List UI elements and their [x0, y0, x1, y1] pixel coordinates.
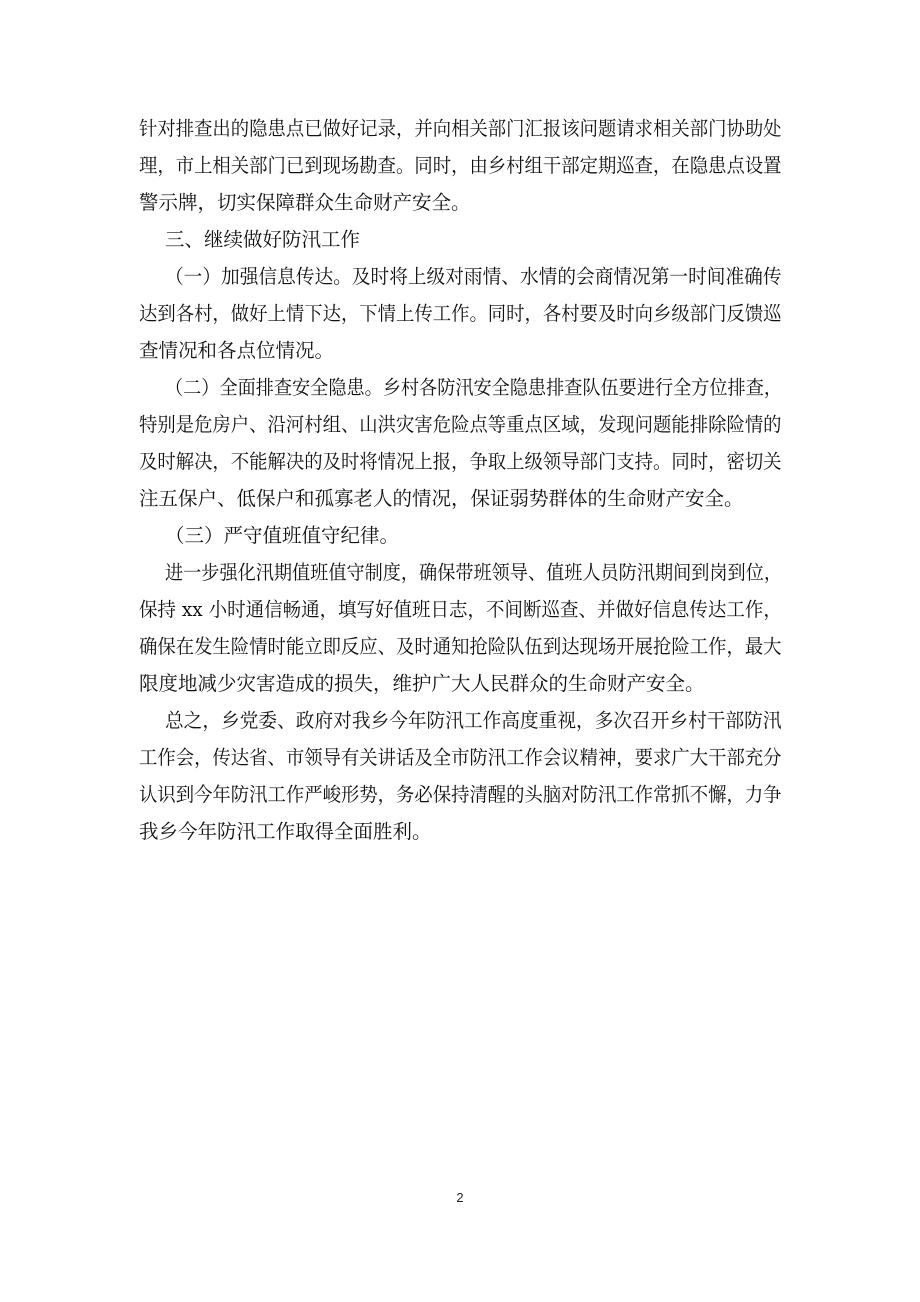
text-line-15: 确保在发生险情时能立即反应、及时通知抢险队伍到达现场开展抢险工作，最大 — [139, 635, 782, 658]
text-line-18: 工作会，传达省、市领导有关讲话及全市防汛工作会议精神，要求广大干部充分 — [139, 746, 782, 769]
text-line-10: 及时解决，不能解决的及时将情况上报，争取上级领导部门支持。同时，密切关 — [139, 450, 782, 473]
text-line-20: 我乡今年防汛工作取得全面胜利。 — [139, 820, 432, 843]
text-line-13: 进一步强化汛期值班值守制度，确保带班领导、值班人员防汛期间到岗到位， — [165, 561, 783, 584]
text-line-12: （三）严守值班值守纪律。 — [165, 524, 400, 547]
text-line-5: （一）加强信息传达。及时将上级对雨情、水情的会商情况第一时间准确传 — [165, 265, 782, 288]
text-line-8: （二）全面排查安全隐患。乡村各防汛安全隐患排查队伍要进行全方位排查， — [165, 376, 783, 399]
text-line-16: 限度地减少灾害造成的损失，维护广大人民群众的生命财产安全。 — [139, 672, 705, 695]
text-line-9: 特别是危房户、沿河村组、山洪灾害危险点等重点区域，发现问题能排除险情的 — [139, 413, 782, 436]
text-line-17: 总之，乡党委、政府对我乡今年防汛工作高度重视，多次召开乡村干部防汛 — [165, 709, 782, 732]
text-line-11: 注五保户、低保户和孤寡老人的情况，保证弱势群体的生命财产安全。 — [139, 487, 744, 510]
page-number: 2 — [456, 1190, 464, 1205]
section-heading: 三、继续做好防汛工作 — [165, 228, 361, 251]
text-line-7: 查情况和各点位情况。 — [139, 339, 335, 362]
text-line-19: 认识到今年防汛工作严峻形势，务必保持清醒的头脑对防汛工作常抓不懈，力争 — [139, 783, 782, 806]
text-line-6: 达到各村，做好上情下达，下情上传工作。同时，各村要及时向乡级部门反馈巡 — [139, 302, 782, 325]
text-line-3: 警示牌，切实保障群众生命财产安全。 — [139, 191, 471, 214]
text-line-2: 理，市上相关部门已到现场勘查。同时，由乡村组干部定期巡查，在隐患点设置 — [139, 154, 782, 177]
text-line-14: 保持 xx 小时通信畅通，填写好值班日志，不间断巡查、并做好信息传达工作， — [139, 598, 782, 621]
text-line-1: 针对排查出的隐患点已做好记录，并向相关部门汇报该问题请求相关部门协助处 — [139, 117, 782, 140]
